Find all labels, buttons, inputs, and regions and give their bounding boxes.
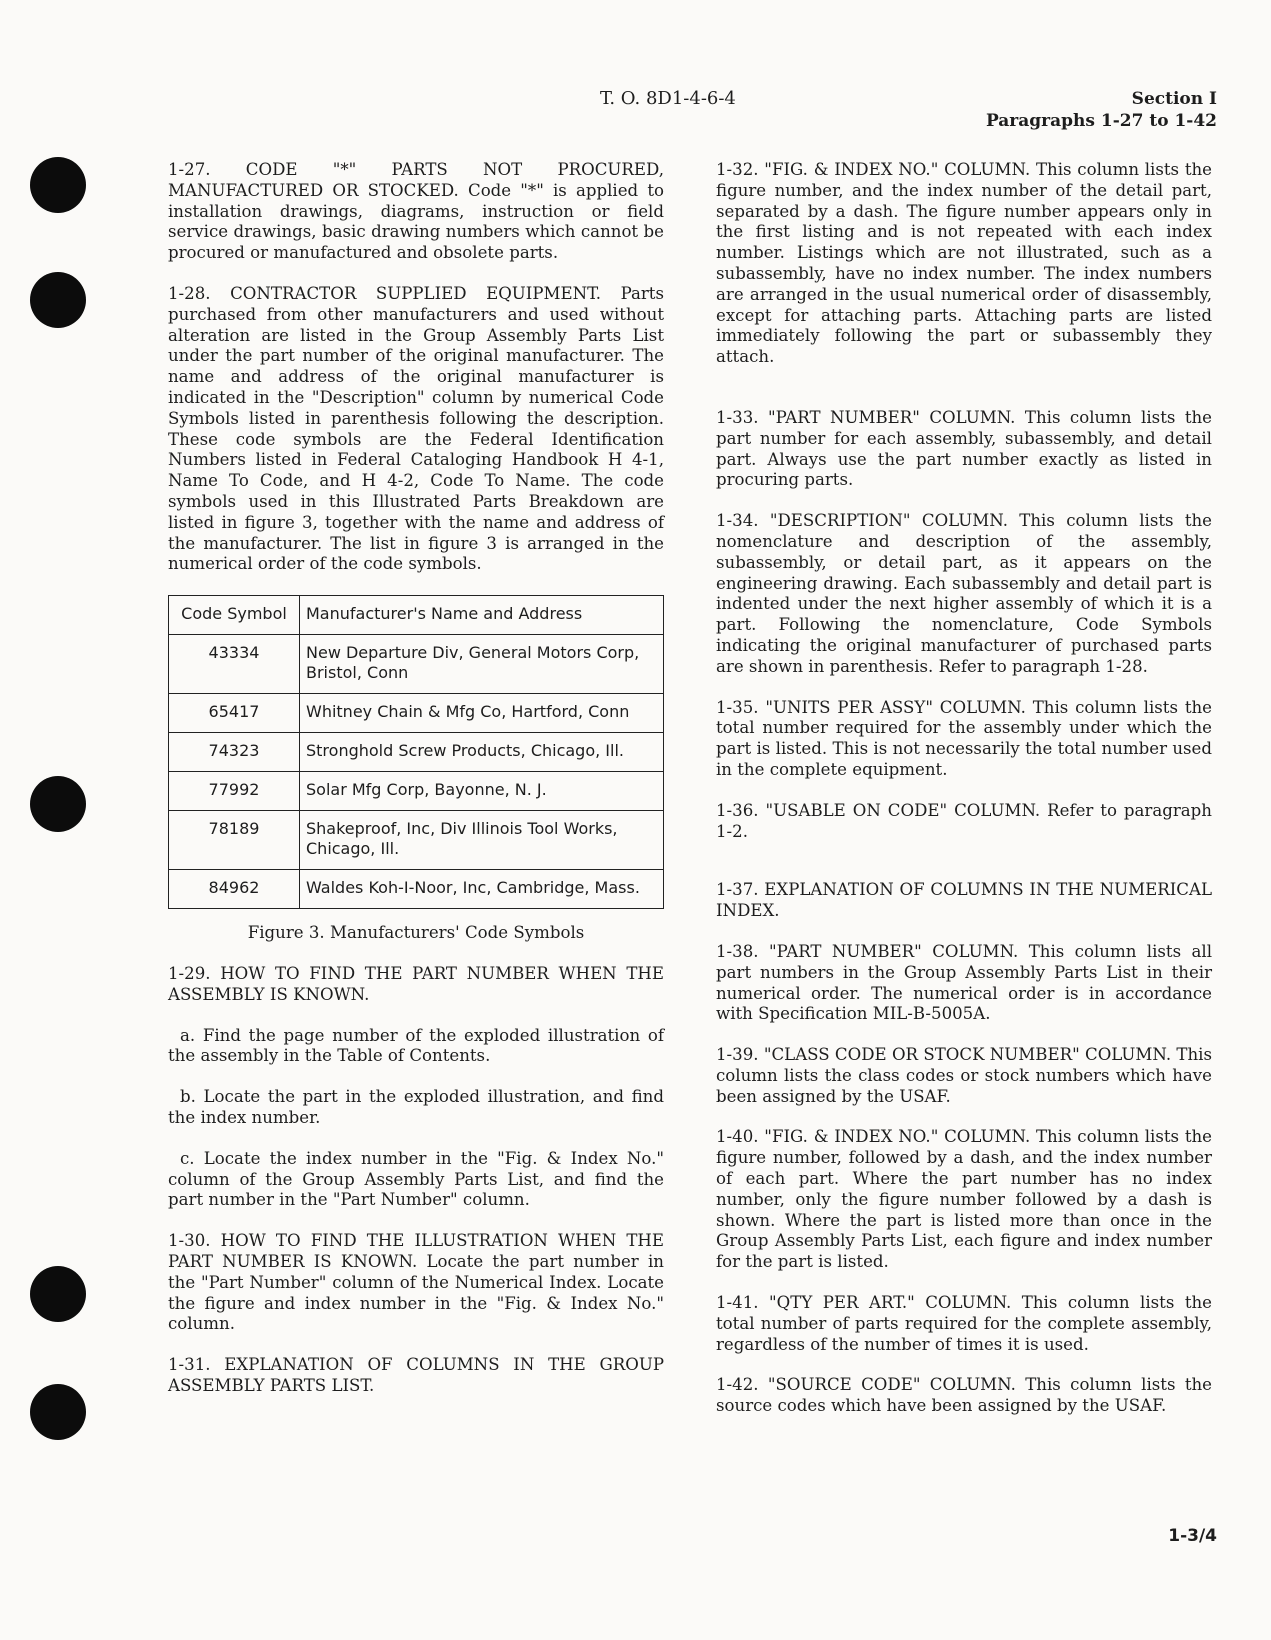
- paragraph-1-27: 1-27. CODE "*" PARTS NOT PROCURED, MANUFACTURED OR STOCKED. Code "*" is applied to installation drawings, diagrams, instruction or field service drawings, basic drawing numbers which cannot be procured or manufactured and obsolete parts.: [168, 160, 664, 263]
- paragraph-1-29a: a. Find the page number of the exploded illustration of the assembly in the Table of Contents.: [168, 1025, 664, 1066]
- table-row: [169, 772, 664, 811]
- manufacturers-code-table: [168, 595, 664, 909]
- paragraph-1-36: 1-36. "USABLE ON CODE" COLUMN. Refer to paragraph 1-2.: [716, 800, 1212, 841]
- binder-hole-1: [30, 157, 86, 213]
- paragraph-1-31: 1-31. EXPLANATION OF COLUMNS IN THE GROUP ASSEMBLY PARTS LIST.: [168, 1355, 664, 1395]
- manufacturer-cell: Shakeproof, Inc, Div Illinois Tool Works, Chicago, Ill.: [300, 811, 664, 870]
- to-number: T. O. 8D1-4-6-4: [600, 88, 736, 109]
- manufacturer-cell: Solar Mfg Corp, Bayonne, N. J.: [300, 772, 664, 811]
- paragraph-1-39: 1-39. "CLASS CODE OR STOCK NUMBER" COLUMN. This column lists the class codes or stock numbers which have been assigned by the USAF.: [716, 1045, 1212, 1106]
- table-row: [169, 733, 664, 772]
- code-cell: 74323: [169, 733, 300, 772]
- binder-hole-3: [30, 776, 86, 832]
- header-manufacturer: Manufacturer's Name and Address: [300, 596, 664, 635]
- paragraph-1-37: 1-37. EXPLANATION OF COLUMNS IN THE NUMERICAL INDEX.: [716, 880, 1212, 921]
- binder-hole-2: [30, 272, 86, 328]
- table-row: [169, 635, 664, 694]
- figure-caption: Figure 3. Manufacturers' Code Symbols: [247, 923, 585, 943]
- header-code-symbol: Code Symbol: [169, 596, 300, 635]
- paragraph-1-41: 1-41. "QTY PER ART." COLUMN. This column lists the total number of parts required for the complete assembly, regardless of the number of times it is used.: [716, 1293, 1212, 1354]
- paragraph-1-29: 1-29. HOW TO FIND THE PART NUMBER WHEN THE ASSEMBLY IS KNOWN.: [168, 963, 664, 1004]
- manufacturer-cell: Stronghold Screw Products, Chicago, Ill.: [300, 733, 664, 772]
- right-column: [716, 160, 1212, 1437]
- section-header: [986, 88, 1217, 132]
- code-cell: 43334: [169, 635, 300, 694]
- manufacturer-cell: Whitney Chain & Mfg Co, Hartford, Conn: [300, 694, 664, 733]
- paragraph-range: Paragraphs 1-27 to 1-42: [985, 111, 1217, 131]
- page-number: 1-3/4: [1168, 1526, 1217, 1546]
- paragraph-1-29c: c. Locate the index number in the "Fig. & Index No." column of the Group Assembly Parts List, and find the part number in the "Part Number" column.: [168, 1148, 664, 1210]
- code-cell: 77992: [169, 772, 300, 811]
- table-row: [169, 694, 664, 733]
- table-row: [169, 870, 664, 909]
- paragraph-1-38: 1-38. "PART NUMBER" COLUMN. This column lists all part numbers in the Group Assembly Parts List in their numerical order. The numerical order is in accordance with Specification MIL-B-5005A.: [716, 941, 1212, 1024]
- paragraph-1-33: 1-33. "PART NUMBER" COLUMN. This column lists the part number for each assembly, subassembly, and detail part. Always use the part number exactly as listed in procuring parts.: [716, 407, 1212, 490]
- paragraph-1-32: 1-32. "FIG. & INDEX NO." COLUMN. This column lists the figure number, and the index number of the detail part, separated by a dash. The figure number appears only in the first listing and is not repeated with each index number. Listings which are not illustrated, such as a subassembly, have no index number. The index numbers are arranged in the usual numerical order of disassembly, except for attaching parts. Attaching parts are listed immediately following the part or subassembly they attach.: [716, 160, 1212, 367]
- binder-hole-4: [30, 1266, 86, 1322]
- code-cell: 78189: [169, 811, 300, 870]
- paragraph-1-34: 1-34. "DESCRIPTION" COLUMN. This column lists the nomenclature and description of the assembly, subassembly, or detail part, as it appears on the engineering drawing. Each subassembly and detail part is indented under the next higher assembly of which it is a part. Following the nomenclature, Code Symbols indicating the original manufacturer of purchased parts are shown in parenthesis. Refer to paragraph 1-28.: [716, 511, 1212, 676]
- paragraph-1-40: 1-40. "FIG. & INDEX NO." COLUMN. This column lists the figure number, followed by a dash, and the index number of each part. Where the part number has no index number, only the figure number followed by a dash is shown. Where the part is listed more than once in the Group Assembly Parts List, each figure and index number for the part is listed.: [716, 1127, 1212, 1272]
- code-cell: 84962: [169, 870, 300, 909]
- paragraph-1-35: 1-35. "UNITS PER ASSY" COLUMN. This column lists the total number required for the assembly under which the part is listed. This is not necessarily the total number used in the complete equipment.: [716, 697, 1212, 779]
- manufacturer-cell: New Departure Div, General Motors Corp, Bristol, Conn: [300, 635, 664, 694]
- section-label: Section I: [1131, 89, 1217, 109]
- left-column: [168, 160, 664, 1417]
- manufacturer-cell: Waldes Koh-I-Noor, Inc, Cambridge, Mass.: [300, 870, 664, 909]
- code-cell: 65417: [169, 694, 300, 733]
- table-header-row: [169, 596, 664, 635]
- paragraph-1-30: 1-30. HOW TO FIND THE ILLUSTRATION WHEN THE PART NUMBER IS KNOWN. Locate the part number in the "Part Number" column of the Numerical Index. Locate the figure and index number in the "Fig. & Index No." column.: [168, 1231, 664, 1334]
- paragraph-1-29b: b. Locate the part in the exploded illustration, and find the index number.: [168, 1087, 664, 1127]
- paragraph-1-28: 1-28. CONTRACTOR SUPPLIED EQUIPMENT. Parts purchased from other manufacturers and used without alteration are listed in the Group Assembly Parts List under the part number of the original manufacturer. The name and address of the original manufacturer is indicated in the "Description" column by numerical Code Symbols listed in parenthesis following the description. These code symbols are the Federal Identification Numbers listed in Federal Cataloging Handbook H 4-1, Name To Code, and H 4-2, Code To Name. The code symbols used in this Illustrated Parts Breakdown are listed in figure 3, together with the name and address of the manufacturer. The list in figure 3 is arranged in the numerical order of the code symbols.: [168, 283, 664, 574]
- binder-hole-5: [30, 1384, 86, 1440]
- paragraph-1-42: 1-42. "SOURCE CODE" COLUMN. This column lists the source codes which have been assigned by the USAF.: [716, 1375, 1212, 1416]
- table-row: [169, 811, 664, 870]
